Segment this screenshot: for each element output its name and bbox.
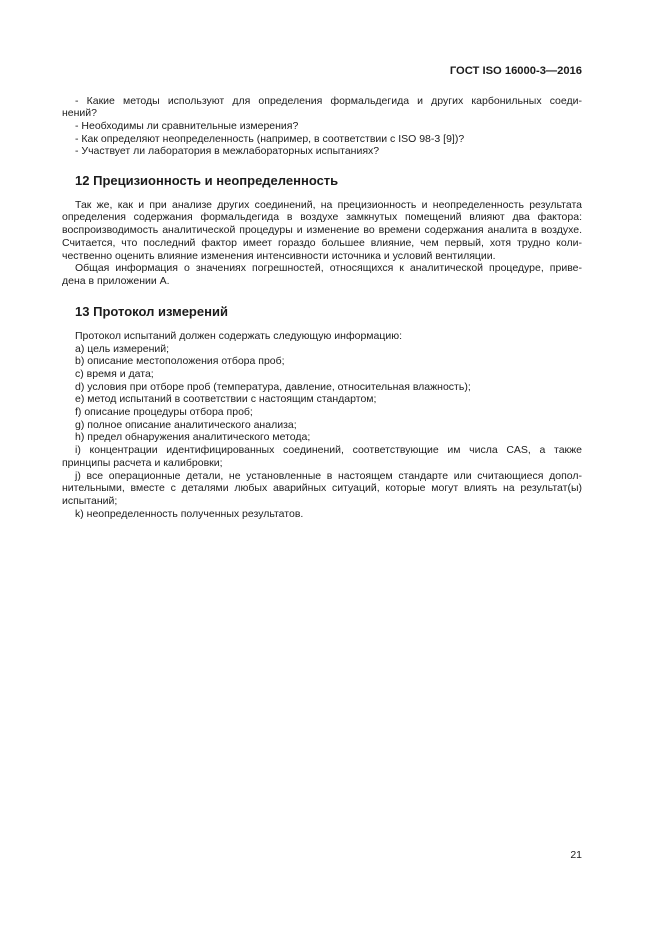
list-item-continuation: нительными, вместе с деталями любых аварийных ситуаций, которые могут влиять на результат(ы) (62, 482, 582, 495)
section-13-body (62, 330, 582, 521)
list-item-label: c) (75, 367, 84, 380)
list-item-text: описание процедуры отбора проб; (84, 406, 253, 419)
paragraph (62, 262, 582, 287)
text-line: чественно оценить влияние изменения интенсивности источника и условий вентиляции. (62, 249, 496, 262)
list-item (62, 508, 582, 521)
list-item (62, 470, 582, 483)
text-line: дена в приложении А. (62, 274, 170, 287)
text-line: определения содержания формальдегида в воздухе замкнутых помещений влияют два фактора: (62, 211, 582, 224)
document-code-header: ГОСТ ISO 16000-3—2016 (449, 65, 582, 77)
list-item-label: i) (75, 444, 81, 457)
list-item-label: d) (75, 380, 85, 393)
list-item (62, 343, 582, 356)
list-item-text: условия при отборе проб (температура, давление, относительная влажность); (87, 380, 471, 393)
report-requirements-list (62, 343, 582, 521)
question-item: - Как определяют неопределенность (например, в соответствии с ISO 98-3 [9])? (75, 132, 465, 145)
page-number: 21 (570, 849, 582, 861)
question-item: - Необходимы ли сравнительные измерения? (75, 120, 299, 132)
list-item-label: j) (75, 469, 81, 482)
section-number: 12 (75, 172, 90, 188)
list-item (62, 444, 582, 457)
section-title: Протокол измерений (93, 303, 228, 319)
content-column (62, 95, 582, 521)
list-item-continuation: испытаний; (62, 494, 118, 507)
list-item-label: f) (75, 406, 82, 419)
list-item (62, 431, 582, 444)
text-line: Считается, что последний фактор имеет гораздо большее влияние, чем первый, хотя трудно коли- (62, 236, 582, 249)
section-number: 13 (75, 303, 90, 319)
list-item (62, 393, 582, 406)
list-intro: Протокол испытаний должен содержать следующую информацию: (75, 329, 403, 342)
question-item: - Участвует ли лаборатория в межлабораторных испытаниях? (75, 145, 380, 158)
question-list (62, 95, 582, 159)
text-line: Общая информация о значениях погрешностей, относящихся к аналитической процедуре, приве- (75, 262, 582, 275)
list-item (62, 355, 582, 368)
paragraph (62, 199, 582, 263)
list-item-label: b) (75, 355, 85, 368)
list-item-text: неопределенность полученных результатов. (86, 507, 304, 520)
section-heading-12 (62, 173, 582, 188)
list-item-label: g) (75, 418, 85, 431)
list-item-text: цель измерений; (87, 342, 170, 355)
list-item-continuation: принципы расчета и калибровки; (62, 456, 223, 469)
list-item-text: метод испытаний в соответствии с настоящим стандартом; (87, 393, 377, 406)
list-item-text: время и дата; (86, 367, 154, 380)
list-item (62, 419, 582, 432)
section-title: Прецизионность и неопределенность (93, 172, 339, 188)
list-item-label: e) (75, 393, 85, 406)
list-item-text: предел обнаружения аналитического метода; (87, 431, 311, 444)
list-item (62, 368, 582, 381)
list-item (62, 406, 582, 419)
list-item-text: все операционные детали, не установленные в настоящем стандарте или считающиеся допол- (86, 469, 582, 482)
text-line: воспроизводимость аналитической процедуры и изменение во времени содержания аналита в воздухе. (62, 224, 582, 237)
section-heading-13 (62, 304, 582, 319)
list-item-text: описание местоположения отбора проб; (87, 355, 285, 368)
section-12-body (62, 199, 582, 288)
list-item-label: k) (75, 507, 84, 520)
question-item: - Какие методы используют для определения формальдегида и других карбонильных соеди- (75, 94, 582, 107)
list-item-text: полное описание аналитического анализа; (87, 418, 297, 431)
text-line: Так же, как и при анализе других соединений, на прецизионность и неопределенность результата (75, 198, 582, 211)
list-item (62, 381, 582, 394)
list-item-label: a) (75, 342, 85, 355)
question-item-continuation: нений? (62, 107, 98, 120)
list-item-text: концентрации идентифицированных соединений, соответствующие им числа CAS, а также (89, 444, 582, 457)
list-item-label: h) (75, 431, 85, 444)
